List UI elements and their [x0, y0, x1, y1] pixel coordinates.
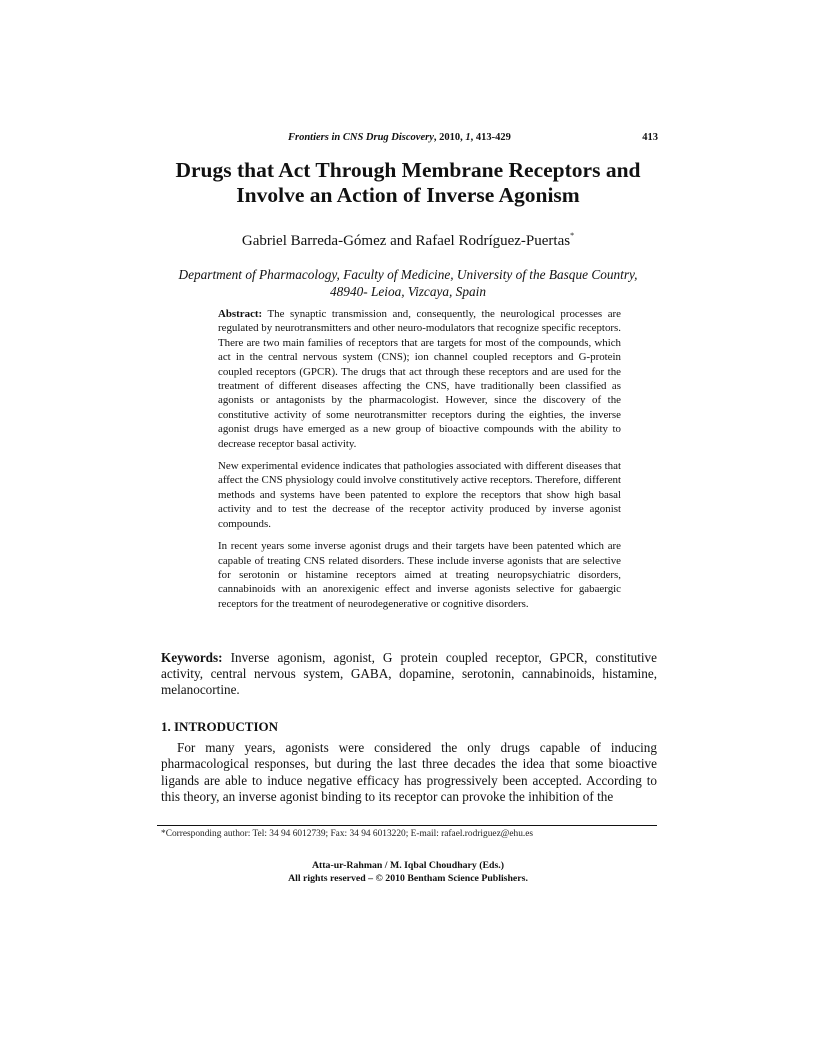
title-line-1: Drugs that Act Through Membrane Receptors and — [175, 158, 641, 182]
footnote-corresponding-author: *Corresponding author: Tel: 34 94 6012739; Fax: 34 94 6013220; E-mail: rafael.rodriguez@ehu.es — [161, 829, 534, 839]
page-number: 413 — [642, 132, 658, 143]
editors: Atta-ur-Rahman / M. Iqbal Choudhary (Eds.) — [311, 860, 505, 871]
title-line-2: Involve an Action of Inverse Agonism — [236, 183, 580, 207]
copyright: All rights reserved – © 2010 Bentham Science Publishers. — [288, 872, 528, 884]
affiliation-line-1: Department of Pharmacology, Faculty of Medicine, University of the Basque Country, — [178, 267, 638, 282]
abstract-paragraph-3: In recent years some inverse agonist drugs and their targets have been patented which are capable of treating CNS related disorders. These include inverse agonists that are selective for serotonin or histamine receptors aimed at treating neuropsychiatric disorders, cannabinoids with an anorexigenic effect and inverse agonists selective for gabaergic receptors for the treatment of neurodegenerative or cognitive disorders. — [218, 540, 621, 610]
authors — [140, 233, 676, 250]
keywords — [161, 650, 657, 699]
publisher-info — [140, 860, 676, 885]
journal-pages: 413-429 — [475, 132, 511, 143]
comma: , — [433, 132, 440, 143]
journal-volume: 1 — [465, 132, 471, 143]
comma: , — [470, 132, 476, 143]
abstract-text: The synaptic transmission and, consequently, the neurological processes are regulated by neurotransmitters and other neuro-modulators that recognize specific receptors. There are two main families of receptors that are targets for most of the compounds, which act in the central nervous system (CNS); ion channel coupled receptors and G-protein coupled receptors (GPCR). The drugs that act through these receptors and are used for the treatment of different diseases affecting the CNS, have traditionally been classified as agonists or antagonists by the pharmacologist. However, since the discovery of the constitutive activity of some neurotransmitter receptors during the eighties, the inverse agonist drugs have emerged as a new group of bioactive compounds with the ability to decrease receptor basal activity. — [218, 308, 621, 450]
article-title — [140, 158, 676, 208]
keywords-label: Keywords: — [161, 650, 223, 665]
author-names: Gabriel Barreda-Gómez and Rafael Rodríguez-Puertas — [241, 233, 571, 249]
abstract — [218, 307, 621, 619]
keywords-text: Inverse agonism, agonist, G protein coupled receptor, GPCR, constitutive activity, central nervous system, GABA, dopamine, serotonin, cannabinoids, histamine, melanocortine. — [161, 650, 657, 698]
running-head — [288, 132, 658, 143]
journal-year: 2010 — [439, 132, 461, 143]
corresponding-author-mark: * — [570, 231, 575, 240]
footnote-divider — [157, 825, 657, 826]
journal-name: Frontiers in CNS Drug Discovery — [288, 132, 434, 143]
section-heading-introduction: 1. INTRODUCTION — [161, 719, 279, 734]
abstract-paragraph-2: New experimental evidence indicates that pathologies associated with different diseases that affect the CNS physiology could involve constitutively active receptors. Therefore, different methods and systems have been patented to explore the receptors that show high basal activity and to test the decrease of the receptor activity produced by inverse agonist compounds. — [218, 460, 621, 530]
abstract-label: Abstract: — [218, 308, 263, 320]
comma: , — [460, 132, 466, 143]
abstract-paragraph-1 — [218, 307, 621, 451]
affiliation — [140, 266, 676, 300]
affiliation-line-2: 48940- Leioa, Vizcaya, Spain — [330, 284, 486, 299]
introduction-paragraph: For many years, agonists were considered the only drugs capable of inducing pharmacological responses, but during the last three decades the idea that some bioactive ligands are able to induce negative efficacy has progressively been accepted. According to this theory, an inverse agonist binding to its receptor can provoke the inhibition of the — [161, 740, 657, 804]
